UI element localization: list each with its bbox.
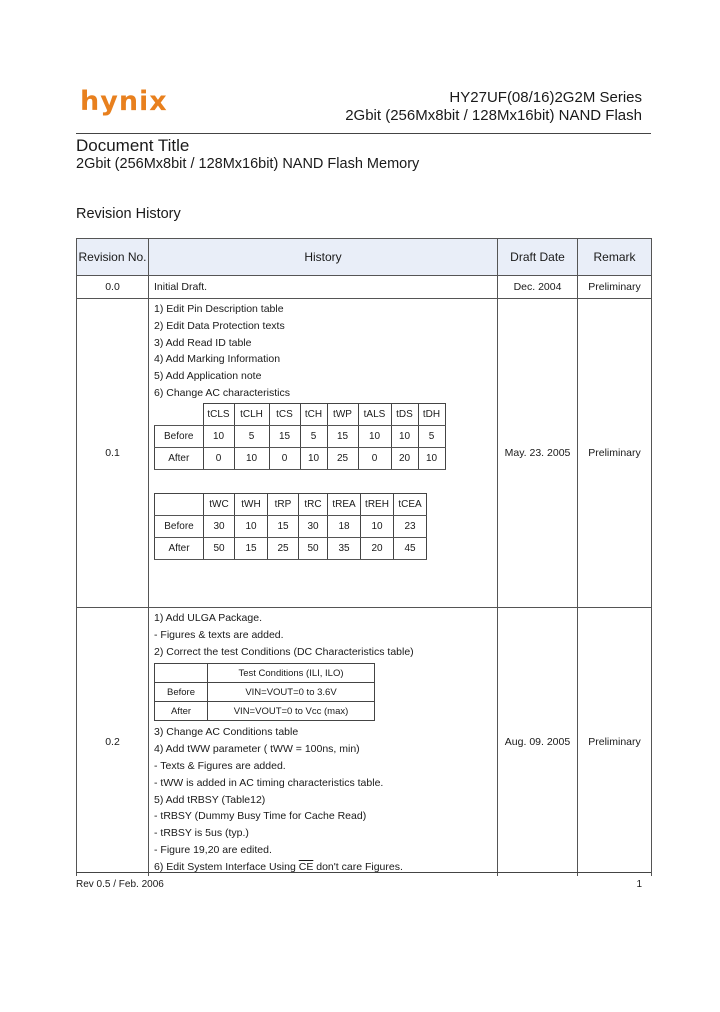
history-line: - Figure 19,20 are edited. — [154, 843, 272, 856]
table-row — [77, 276, 652, 299]
history-line: - Figures & texts are added. — [154, 628, 284, 641]
history-line: - Texts & Figures are added. — [154, 759, 286, 772]
draft-date: May. 23. 2005 — [498, 299, 578, 608]
value-cell: 10 — [235, 515, 268, 537]
history-line: 1) Edit Pin Description table — [154, 303, 284, 315]
history-line: 3) Change AC Conditions table — [154, 726, 299, 739]
revision-no: 0.2 — [77, 608, 149, 876]
history-line: 4) Add tWW parameter ( tWW = 100ns, min) — [154, 743, 360, 756]
table-row — [77, 299, 652, 608]
param-header: tRC — [299, 493, 328, 515]
remark: Preliminary — [578, 276, 652, 299]
history-line: 4) Add Marking Information — [154, 353, 281, 366]
history-line: - tRBSY is 5us (typ.) — [154, 827, 249, 840]
ce-signal: $\overline{CE}$ — [298, 860, 314, 873]
value-cell: 50 — [204, 537, 235, 559]
param-header: tCEA — [394, 493, 427, 515]
value-cell: VIN=VOUT=0 to Vcc (max) — [208, 702, 375, 721]
test-conditions-header: Test Conditions (ILI, ILO) — [208, 664, 375, 683]
value-cell: 45 — [394, 537, 427, 559]
value-cell: 5 — [300, 425, 327, 447]
value-cell: 25 — [268, 537, 299, 559]
value-cell: 10 — [418, 447, 445, 469]
draft-date: Dec. 2004 — [498, 276, 578, 299]
revision-history-table — [76, 238, 652, 876]
history-line: 2) Correct the test Conditions (DC Characteristics table) — [154, 645, 414, 658]
test-conditions-table — [154, 663, 375, 721]
row-label: Before — [155, 515, 204, 537]
value-cell: 15 — [235, 537, 268, 559]
history-line: - tRBSY (Dummy Busy Time for Cache Read) — [154, 810, 367, 823]
header-revision: Revision No. — [77, 239, 149, 276]
series-title: HY27UF(08/16)2G2M Series — [449, 89, 642, 106]
param-header: tALS — [358, 403, 391, 425]
history-text: Initial Draft. — [149, 276, 498, 299]
param-header: tWC — [204, 493, 235, 515]
line-suffix: don't care Figures. — [313, 860, 403, 873]
value-cell: VIN=VOUT=0 to 3.6V — [208, 683, 375, 702]
ac-characteristics-table-1 — [154, 403, 446, 470]
value-cell: 10 — [361, 515, 394, 537]
remark: Preliminary — [578, 608, 652, 876]
empty-cell — [155, 403, 204, 425]
param-header: tCLS — [203, 403, 234, 425]
row-label: After — [155, 537, 204, 559]
value-cell: 30 — [299, 515, 328, 537]
history-cell — [149, 299, 498, 608]
history-line: 3) Add Read ID table — [154, 336, 252, 349]
table-row — [77, 608, 652, 876]
param-header: tRP — [268, 493, 299, 515]
history-line: 1) Add ULGA Package. — [154, 612, 262, 624]
header-remark: Remark — [578, 239, 652, 276]
header-history: History — [149, 239, 498, 276]
value-cell: 15 — [269, 425, 300, 447]
draft-date: Aug. 09. 2005 — [498, 608, 578, 876]
page-number: 1 — [636, 879, 642, 890]
empty-cell — [155, 664, 208, 683]
remark: Preliminary — [578, 299, 652, 608]
hynix-logo: hynix — [80, 86, 168, 117]
value-cell: 30 — [204, 515, 235, 537]
param-header: tDH — [418, 403, 445, 425]
value-cell: 10 — [234, 447, 269, 469]
value-cell: 20 — [391, 447, 418, 469]
value-cell: 15 — [268, 515, 299, 537]
value-cell: 15 — [327, 425, 358, 447]
param-header: tCLH — [234, 403, 269, 425]
revision-no: 0.0 — [77, 276, 149, 299]
series-subtitle: 2Gbit (256Mx8bit / 128Mx16bit) NAND Flash — [345, 107, 642, 124]
value-cell: 20 — [361, 537, 394, 559]
value-cell: 10 — [358, 425, 391, 447]
row-label: Before — [155, 425, 204, 447]
series-header — [345, 89, 642, 125]
value-cell: 5 — [234, 425, 269, 447]
document-title: Document Title — [76, 136, 190, 155]
value-cell: 23 — [394, 515, 427, 537]
param-header: tWH — [235, 493, 268, 515]
value-cell: 10 — [391, 425, 418, 447]
history-line: 2) Edit Data Protection texts — [154, 319, 285, 332]
param-header: tREH — [361, 493, 394, 515]
document-subtitle: 2Gbit (256Mx8bit / 128Mx16bit) NAND Flash Memory — [76, 156, 420, 172]
footer-divider — [76, 872, 651, 873]
ac-characteristics-table-2 — [154, 493, 427, 560]
param-header: tWP — [327, 403, 358, 425]
value-cell: 0 — [358, 447, 391, 469]
history-line: 6) Change AC characteristics — [154, 386, 290, 399]
line-prefix: 6) Edit System Interface Using — [154, 860, 299, 873]
history-line: 5) Add tRBSY (Table12) — [154, 793, 266, 806]
history-line: - tWW is added in AC timing characteristics table. — [154, 776, 384, 789]
value-cell: 0 — [269, 447, 300, 469]
value-cell: 10 — [300, 447, 327, 469]
revision-no: 0.1 — [77, 299, 149, 608]
value-cell: 10 — [203, 425, 234, 447]
header-draft-date: Draft Date — [498, 239, 578, 276]
row-label: After — [155, 447, 204, 469]
row-label: Before — [155, 683, 208, 702]
param-header: tDS — [391, 403, 418, 425]
empty-cell — [155, 493, 204, 515]
value-cell: 25 — [327, 447, 358, 469]
value-cell: 0 — [203, 447, 234, 469]
history-cell — [149, 608, 498, 876]
row-label: After — [155, 702, 208, 721]
value-cell: 35 — [328, 537, 361, 559]
param-header: tREA — [328, 493, 361, 515]
history-line — [154, 859, 497, 876]
value-cell: 50 — [299, 537, 328, 559]
title-divider — [76, 133, 651, 134]
history-line: 5) Add Application note — [154, 370, 262, 383]
param-header: tCH — [300, 403, 327, 425]
value-cell: 18 — [328, 515, 361, 537]
value-cell: 5 — [418, 425, 445, 447]
section-heading: Revision History — [76, 206, 181, 222]
footer-revision: Rev 0.5 / Feb. 2006 — [76, 879, 164, 890]
param-header: tCS — [269, 403, 300, 425]
